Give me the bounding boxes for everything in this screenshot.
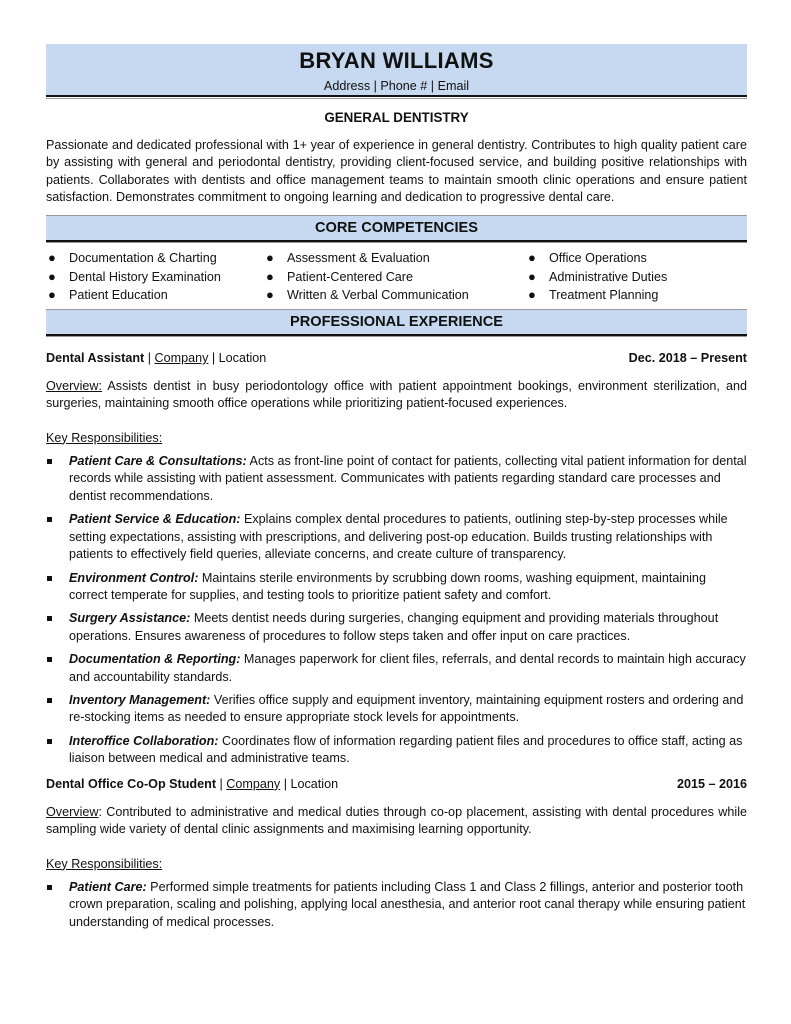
- header-divider: [46, 95, 747, 99]
- section-title: PROFESSIONAL EXPERIENCE: [46, 310, 747, 334]
- square-bullet-icon: [47, 459, 52, 464]
- responsibility-item: Patient Care: Performed simple treatments for patients including Class 1 and Class 2 fillings, anterior and posterior tooth crown preparation, scaling and polishing, applying local anesthesia, and anterior root canal therapy while ensuring patient understanding of medical processes.: [46, 879, 747, 932]
- job-header: [46, 350, 747, 367]
- job-title: Dental Office Co-Op Student: [46, 776, 217, 791]
- bullet-icon: ●: [528, 250, 536, 266]
- square-bullet-icon: [47, 885, 52, 890]
- responsibility-item: Environment Control: Maintains sterile environments by scrubbing down rooms, washing equipment, maintaining correct temperate for supplies, and testing tools to prioritize patient safety and comfort.: [46, 570, 747, 605]
- competency-item: ● Documentation & Charting: [46, 249, 264, 268]
- responsibility-item: Patient Service & Education: Explains complex dental procedures to patients, outlining step-by-step processes while setting expectations, assisting with prescriptions, and delivering post-op education. Builds trusting relationships with patients to effectively field queries, alleviate concerns, and create culture of transparency.: [46, 511, 747, 564]
- job-title-line: [46, 776, 338, 793]
- summary-paragraph: Passionate and dedicated professional with 1+ year of experience in general dentistry. Contributes to high quality patient care by assisting with general and periodontal dentistry, providing client-focused service, and building positive relationships with patients. Collaborates with dentists and office management teams to maintain smooth clinic operations and ensure patient satisfaction. Demonstrates commitment to ongoing learning and dedication to progressive dental care.: [46, 138, 747, 204]
- company-name: Company: [226, 776, 281, 791]
- responsibility-item: Surgery Assistance: Meets dentist needs during surgeries, changing equipment and providing materials throughout operations. Ensures awareness of procedures to follow steps taken and offer input on care practices.: [46, 610, 747, 645]
- competencies-grid: [46, 249, 747, 305]
- square-bullet-icon: [47, 616, 52, 621]
- responsibility-item: Documentation & Reporting: Manages paperwork for client files, referrals, and dental records to maintain high accuracy and accountability standards.: [46, 651, 747, 686]
- competency-item: ● Administrative Duties: [526, 268, 747, 287]
- job-overview: [46, 378, 747, 413]
- section-title: CORE COMPETENCIES: [46, 216, 747, 240]
- key-responsibilities-label: Key Responsibilities:: [46, 430, 163, 445]
- responsibility-item: Interoffice Collaboration: Coordinates flow of information regarding patient files and procedures to office staff, acting as liaison between medical and administrative teams.: [46, 733, 747, 768]
- bullet-icon: ●: [528, 268, 536, 284]
- overview-text: : Contributed to administrative and medical duties through co-op placement, assisting with dental procedures while sampling wide variety of dental clinic assignments and maximising learning opportunity.: [46, 804, 747, 837]
- resume-page: [46, 44, 747, 937]
- company-name: Company: [154, 350, 209, 365]
- competency-item: ● Patient-Centered Care: [264, 268, 526, 287]
- separator: |: [144, 350, 155, 365]
- overview-label: Overview: [46, 804, 99, 819]
- competency-column: [264, 249, 526, 305]
- separator: |: [216, 776, 227, 791]
- square-bullet-icon: [47, 698, 52, 703]
- competency-item: ● Treatment Planning: [526, 286, 747, 305]
- responsibility-item: Patient Care & Consultations: Acts as front-line point of contact for patients, collecting vital patient information for dental records while assisting with patient assessment. Communicates with patients regarding standard care processes and dentist recommendations.: [46, 453, 747, 506]
- square-bullet-icon: [47, 576, 52, 581]
- job-dates: 2015 – 2016: [676, 776, 747, 791]
- key-responsibilities-label: Key Responsibilities:: [46, 856, 163, 871]
- job-location: | Location: [280, 776, 339, 791]
- competency-column: [526, 249, 747, 305]
- square-bullet-icon: [47, 517, 52, 522]
- responsibility-list: [46, 453, 747, 768]
- job-title: Dental Assistant: [46, 350, 145, 365]
- bullet-icon: ●: [48, 268, 56, 284]
- overview-label: Overview:: [46, 378, 102, 393]
- candidate-name: BRYAN WILLIAMS: [46, 44, 747, 78]
- competency-item: ● Patient Education: [46, 286, 264, 305]
- contact-line: Address | Phone # | Email: [46, 78, 747, 95]
- bullet-icon: ●: [48, 287, 56, 303]
- competency-item: ● Written & Verbal Communication: [264, 286, 526, 305]
- square-bullet-icon: [47, 739, 52, 744]
- bullet-icon: ●: [266, 250, 274, 266]
- job-header: [46, 776, 747, 793]
- job-location: | Location: [208, 350, 267, 365]
- square-bullet-icon: [47, 657, 52, 662]
- competencies-section-header: [46, 215, 747, 243]
- responsibility-item: Inventory Management: Verifies office supply and equipment inventory, maintaining equipment rosters and ordering and re-stocking items as needed to ensure appropriate stock levels for appointments.: [46, 692, 747, 727]
- bullet-icon: ●: [48, 250, 56, 266]
- experience-section-header: [46, 309, 747, 337]
- bullet-icon: ●: [266, 268, 274, 284]
- competency-column: [46, 249, 264, 305]
- job-title-line: [46, 350, 266, 367]
- professional-headline: GENERAL DENTISTRY: [324, 110, 469, 125]
- overview-text: Assists dentist in busy periodontology office with patient appointment bookings, environment sterilization, and surgeries, maintaining smooth office operations while prioritizing patient-focused experiences.: [46, 378, 747, 411]
- competency-item: ● Dental History Examination: [46, 268, 264, 287]
- job-dates: Dec. 2018 – Present: [628, 350, 747, 365]
- job-overview: [46, 804, 747, 839]
- bullet-icon: ●: [528, 287, 536, 303]
- competency-item: ● Office Operations: [526, 249, 747, 268]
- competency-item: ● Assessment & Evaluation: [264, 249, 526, 268]
- responsibility-list: [46, 879, 747, 932]
- bullet-icon: ●: [266, 287, 274, 303]
